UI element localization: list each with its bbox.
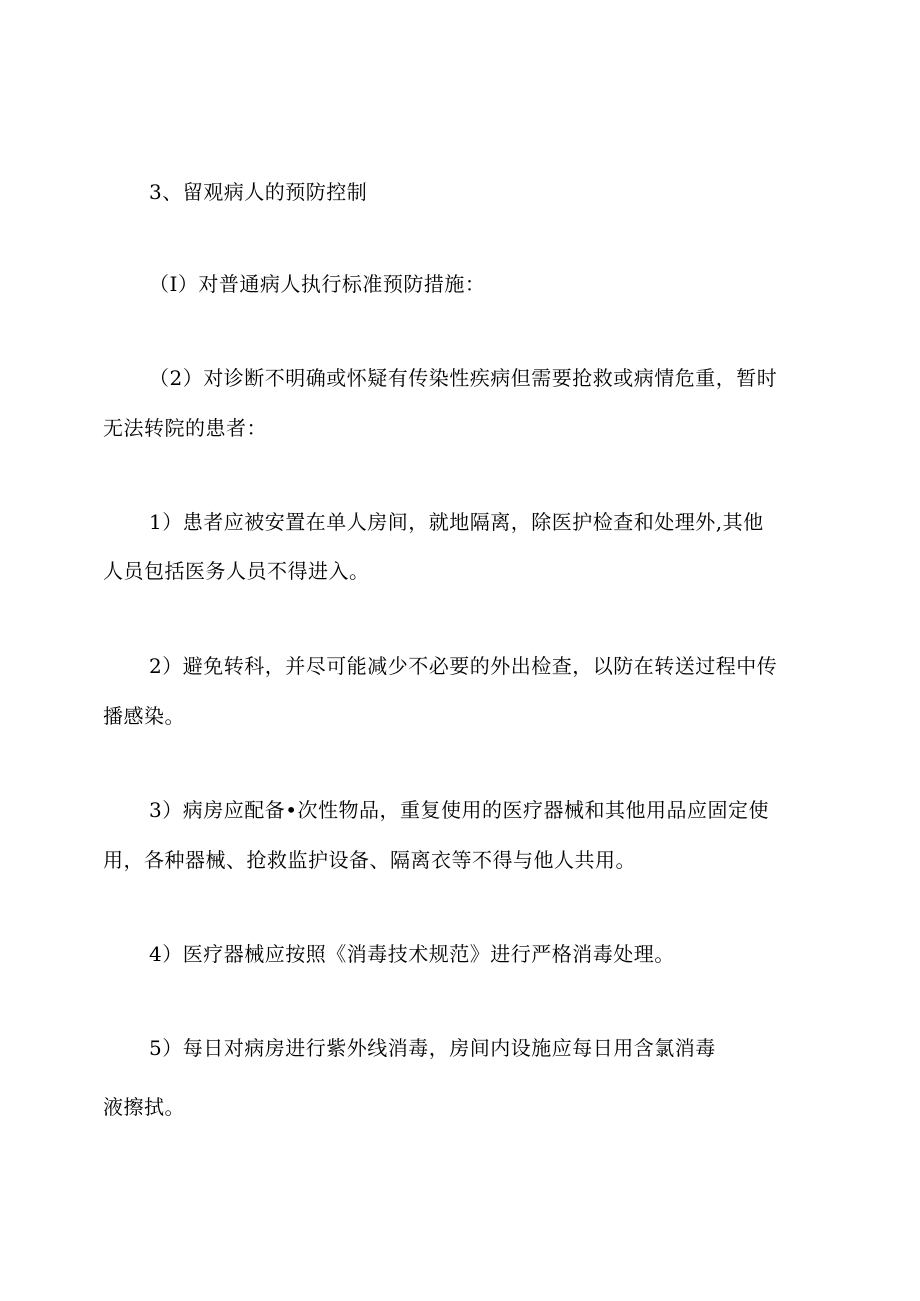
- sub-item-5-line-2: 液擦拭。: [103, 1095, 185, 1119]
- paragraph-item-1: （I）对普通病人执行标准预防措施：: [149, 272, 486, 296]
- sub-item-5-line-1: 5）每日对病房进行紫外线消毒，房间内设施应每日用含氯消毒: [149, 1036, 716, 1060]
- paragraph-item-2-line-1: （2）对诊断不明确或怀疑有传染性疾病但需要抢救或病情危重，暂时: [149, 366, 778, 390]
- section-heading: 3、留观病人的预防控制: [149, 180, 368, 204]
- sub-item-1-line-1: 1）患者应被安置在单人房间，就地隔离，除医护检查和处理外,其他: [149, 510, 764, 534]
- sub-item-2-line-1: 2）避免转科，并尽可能减少不必要的外出检查，以防在转送过程中传: [149, 654, 778, 678]
- sub-item-2-line-2: 播感染。: [103, 704, 185, 728]
- sub-item-3-line-2: 用，各种器械、抢救监护设备、隔离衣等不得与他人共用。: [103, 848, 636, 872]
- paragraph-item-2-line-2: 无法转院的患者：: [103, 416, 267, 440]
- sub-item-4-line-1: 4）医疗器械应按照《消毒技术规范》进行严格消毒处理。: [149, 942, 675, 966]
- sub-item-3-line-1: 3）病房应配备•次性物品，重复使用的医疗器械和其他用品应固定使: [149, 798, 770, 822]
- sub-item-1-line-2: 人员包括医务人员不得进入。: [103, 559, 370, 583]
